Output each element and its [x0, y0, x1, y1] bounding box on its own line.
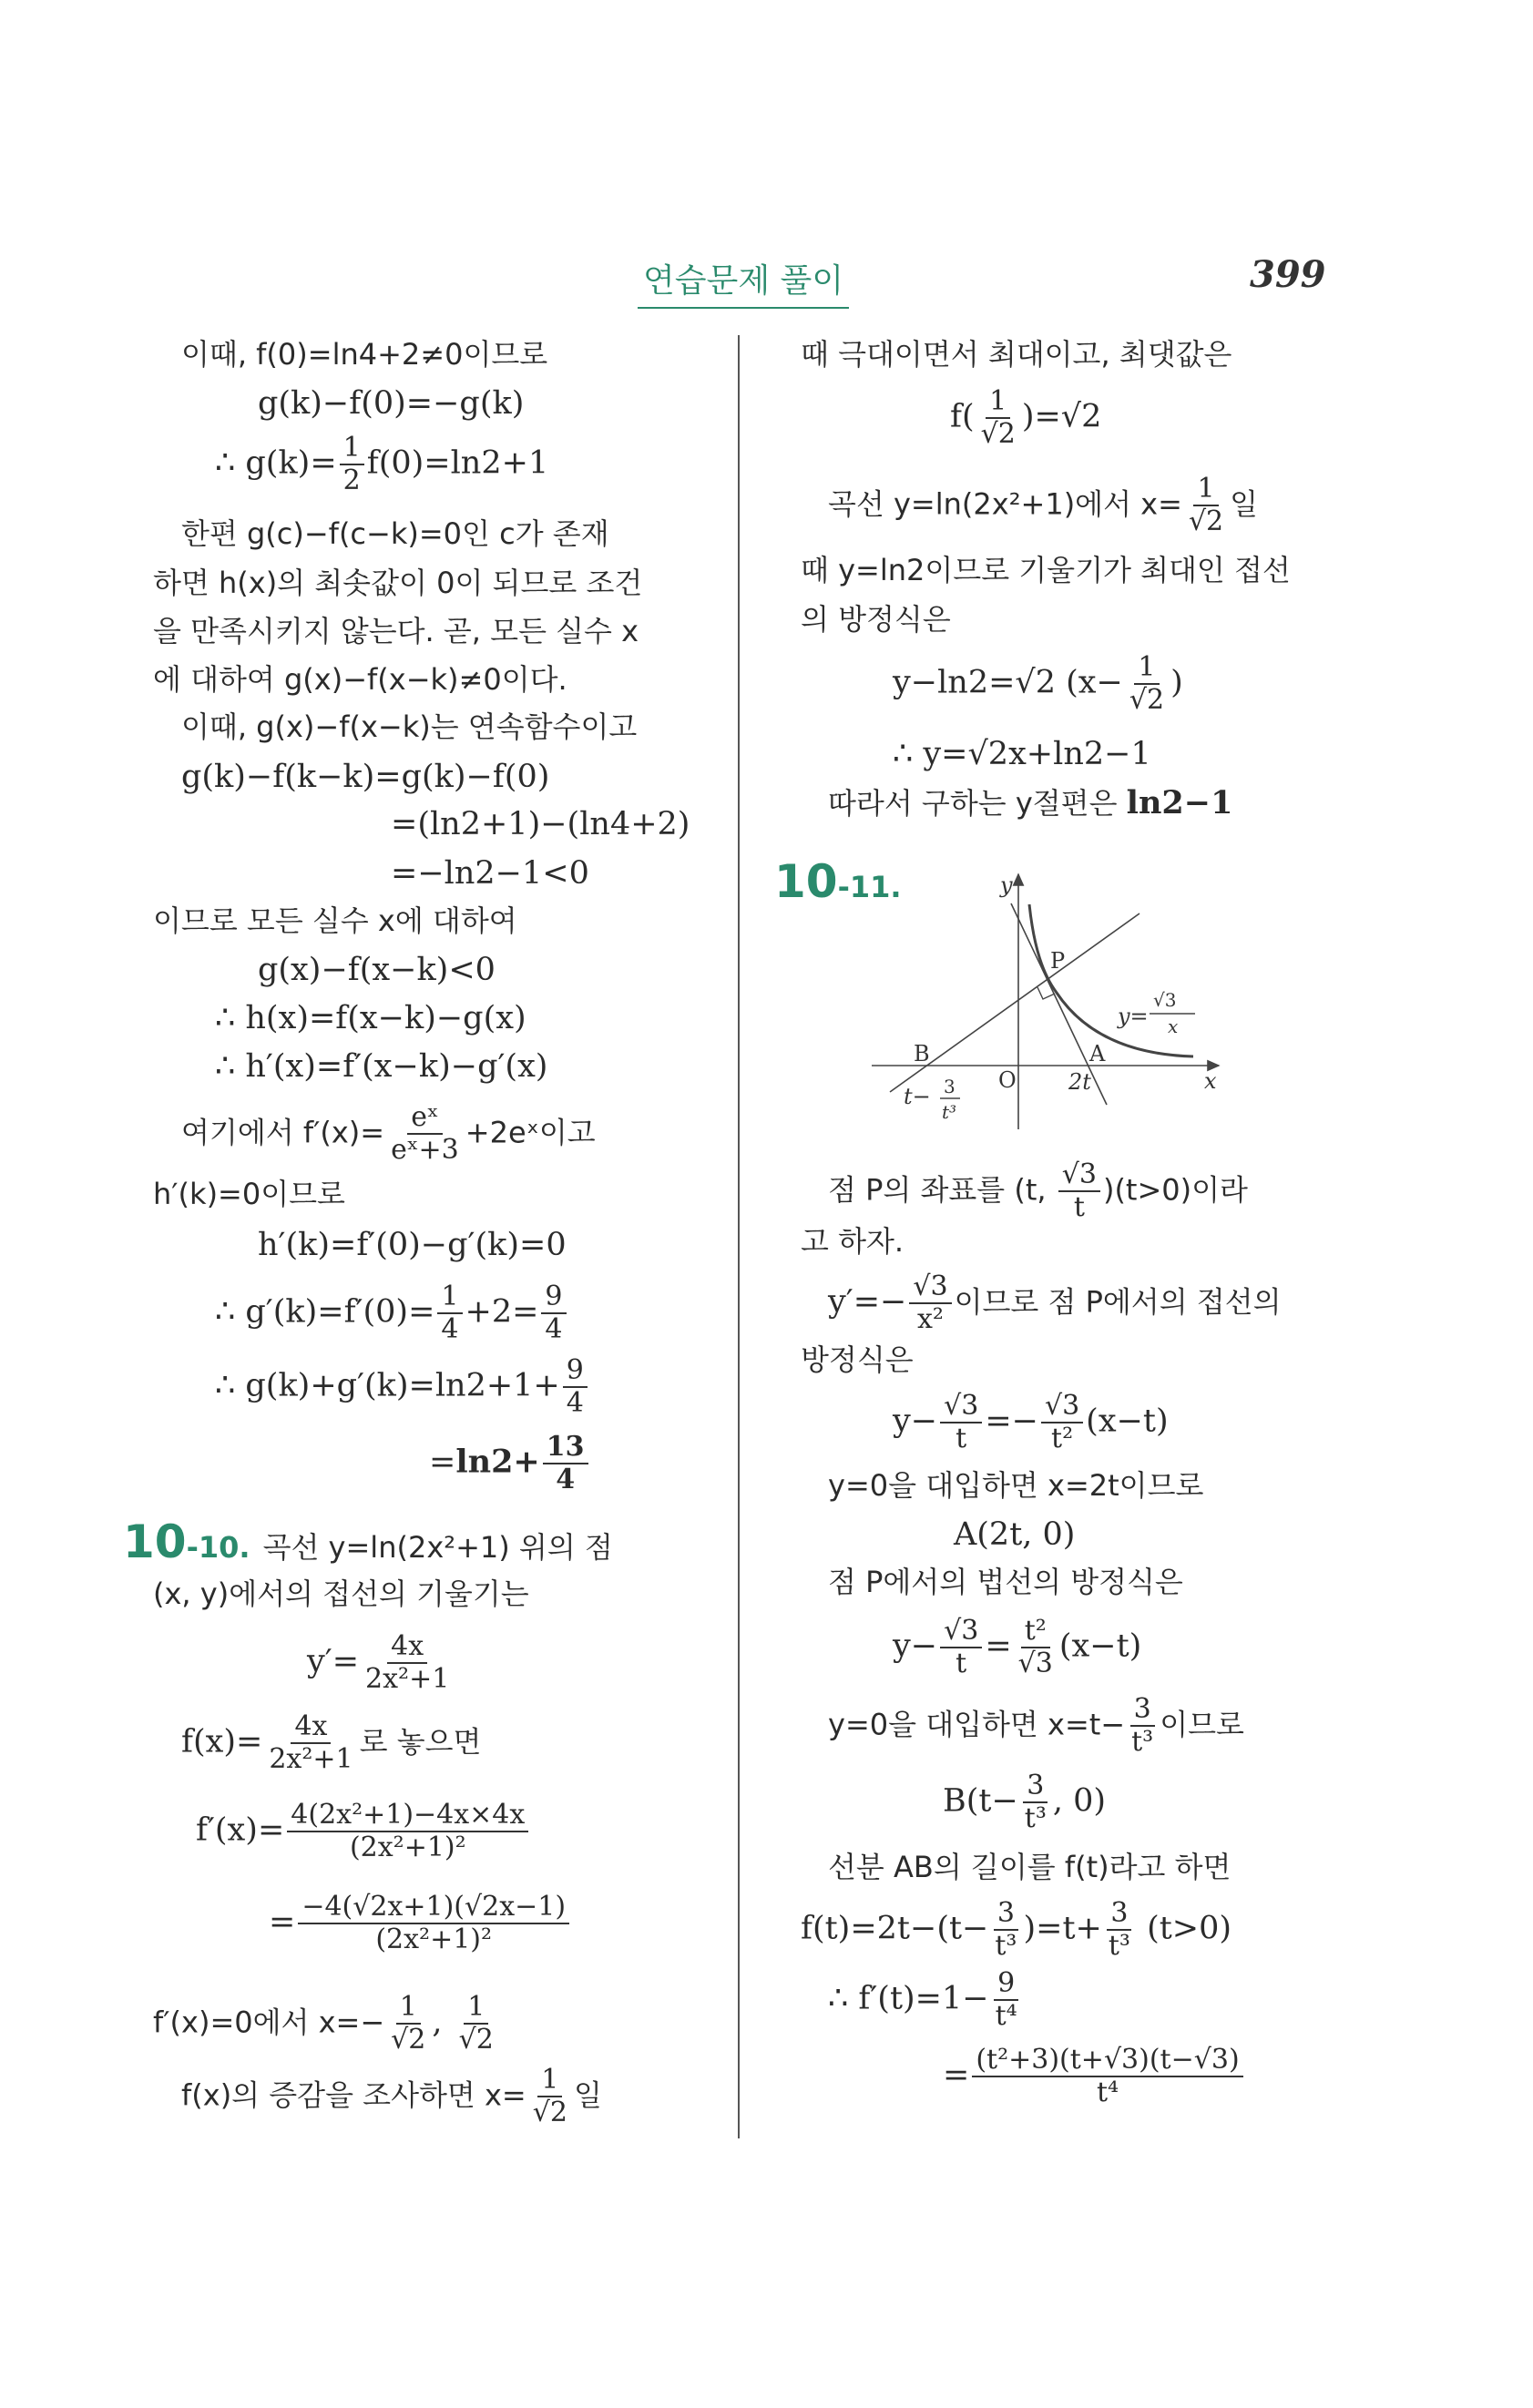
math-line: [153, 565, 642, 601]
math-line: [801, 552, 1291, 588]
fraction: [1105, 1898, 1134, 1962]
fraction-denominator: 4: [566, 1387, 584, 1419]
fraction: [455, 1992, 497, 2056]
fraction-numerator: 1: [396, 1992, 421, 2025]
text-segment: 일: [573, 2077, 602, 2113]
text-segment: ∴ g(k)+g′(k)=ln2+1+: [215, 1367, 560, 1404]
fraction-denominator: √2: [458, 2024, 494, 2056]
answer-text: ln2+: [455, 1443, 540, 1481]
text-segment: 이므로: [1160, 1707, 1244, 1742]
math-line: [828, 785, 1232, 821]
fraction: [387, 1102, 463, 1166]
text-segment: 때 y=ln2이므로 기울기가 최대인 접선: [801, 553, 1291, 587]
math-line: [153, 1576, 529, 1612]
text-segment: 한편 g(c)−f(c−k)=0인 c가 존재: [181, 516, 609, 551]
fraction: [1021, 1770, 1050, 1834]
fraction: [387, 1992, 429, 2056]
math-line: [215, 433, 548, 496]
fraction: [1041, 1391, 1083, 1454]
fraction-numerator: 3: [1130, 1694, 1155, 1727]
fraction-numerator: 1: [1134, 652, 1159, 685]
text-segment: ∴ h′(x)=f′(x−k)−g′(x): [215, 1048, 548, 1085]
fraction-denominator: √2: [1188, 505, 1224, 537]
text-segment: )=t+: [1023, 1910, 1102, 1947]
fraction-numerator: √3: [1041, 1391, 1083, 1423]
text-segment: 이므로 점 P에서의 접선의: [954, 1284, 1282, 1320]
math-line: [828, 1849, 1231, 1885]
math-line: [181, 515, 609, 552]
math-line: [391, 806, 690, 842]
fraction: [940, 1616, 982, 1679]
math-line: [893, 1391, 1169, 1454]
text-segment: ∴ g(k)=: [215, 444, 337, 482]
math-line: [429, 1432, 591, 1495]
text-segment: ∴ y=√2x+ln2−1: [893, 736, 1151, 772]
text-segment: f′(x)=0에서 x=−: [153, 2005, 385, 2040]
curve-label-den: x: [1168, 1015, 1179, 1037]
text-segment: ∴ g′(k)=f′(0)=: [215, 1293, 435, 1331]
text-segment: , 0): [1052, 1782, 1107, 1820]
b-tick-den: t³: [942, 1101, 957, 1123]
text-segment: h′(k)=f′(0)−g′(k)=0: [258, 1227, 567, 1263]
text-segment: 곡선 y=ln(2x²+1)에서 x=: [828, 486, 1182, 522]
math-line: [950, 386, 1101, 450]
text-segment: f(0)=ln2+1: [366, 444, 549, 482]
text-segment: =: [985, 1627, 1012, 1665]
text-segment: 이때, f(0)=ln4+2≠0이므로: [181, 337, 548, 372]
fraction-numerator: 1: [340, 433, 364, 465]
math-line: [893, 652, 1183, 716]
fraction-numerator: 9: [541, 1281, 566, 1314]
text-segment: 을 만족시키지 않는다. 곧, 모든 실수 x: [153, 614, 639, 648]
fraction-numerator: 9: [994, 1968, 1018, 2001]
math-line: [828, 1271, 1282, 1335]
text-segment: =: [429, 1444, 456, 1481]
fraction-denominator: √3: [1017, 1648, 1053, 1679]
origin-label: O: [998, 1067, 1017, 1093]
math-line: [181, 2065, 602, 2128]
fraction-denominator: 2x²+1: [365, 1663, 450, 1695]
fraction: [1126, 652, 1168, 716]
y-axis-label: y: [1000, 872, 1013, 898]
text-segment: 로 놓으면: [359, 1724, 482, 1760]
fraction-numerator: 4x: [291, 1711, 331, 1744]
text-segment: 이때, g(x)−f(x−k)는 연속함수이고: [181, 709, 638, 744]
problem-chapter: 10: [123, 1515, 187, 1568]
math-line: [828, 1467, 1203, 1504]
b-tick-lead: t−: [904, 1084, 931, 1109]
text-segment: 여기에서 f′(x)=: [181, 1115, 385, 1150]
math-line: [181, 709, 637, 745]
fraction-numerator: √3: [940, 1616, 982, 1648]
fraction: [909, 1271, 951, 1335]
math-line: [258, 1227, 567, 1263]
fraction: [541, 1281, 566, 1345]
math-line: [801, 1898, 1232, 1962]
fraction-numerator: 9: [563, 1355, 588, 1388]
math-line: [181, 1711, 481, 1775]
fraction-numerator: 3: [994, 1898, 1018, 1931]
fraction-numerator: 4(2x²+1)−4x×4x: [287, 1800, 528, 1832]
fraction-denominator: t: [1073, 1191, 1085, 1223]
text-segment: 점 P에서의 법선의 방정식은: [828, 1565, 1183, 1599]
text-segment: 곡선 y=ln(2x²+1) 위의 점: [262, 1530, 613, 1565]
fraction: [543, 1432, 588, 1495]
fraction-denominator: t³: [995, 1930, 1017, 1962]
math-line: [943, 1770, 1106, 1834]
math-line: [181, 1102, 596, 1166]
fraction-numerator: 3: [1023, 1770, 1048, 1803]
text-segment: (t>0): [1136, 1910, 1232, 1947]
text-segment: ∴ h(x)=f(x−k)−g(x): [215, 1000, 526, 1036]
fraction: [991, 1898, 1020, 1962]
fraction-numerator: (t²+3)(t+√3)(t−√3): [972, 2045, 1242, 2077]
text-segment: 점 P의 좌표를 (t,: [828, 1172, 1056, 1208]
text-segment: 하면 h(x)의 최솟값이 0이 되므로 조건: [153, 566, 643, 600]
fraction: [992, 1968, 1021, 2032]
fraction-denominator: (2x²+1)²: [349, 1832, 466, 1863]
fraction-numerator: −4(√2x+1)(√2x−1): [298, 1892, 569, 1924]
fraction-numerator: √3: [1058, 1159, 1100, 1192]
math-line: [153, 1176, 345, 1212]
text-segment: )=√2: [1021, 398, 1102, 435]
point-p-label: P: [1050, 948, 1066, 974]
b-tick-num: 3: [944, 1076, 956, 1097]
math-line: [828, 1694, 1244, 1758]
text-segment: 의 방정식은: [801, 602, 951, 637]
math-line: [943, 2045, 1246, 2108]
curve-label-lhs: y=: [1118, 1004, 1149, 1029]
fraction: [940, 1391, 982, 1454]
fraction-denominator: t⁴: [1096, 2076, 1119, 2108]
text-segment: ,: [432, 2004, 453, 2041]
math-line: [196, 1800, 531, 1863]
text-segment: (x−t): [1058, 1627, 1142, 1665]
math-line: [801, 1342, 914, 1378]
fraction-denominator: t⁴: [995, 2000, 1017, 2032]
text-segment: (x, y)에서의 접선의 기울기는: [153, 1576, 529, 1611]
math-line: [828, 474, 1258, 537]
fraction: [265, 1711, 356, 1775]
math-line: [801, 1223, 904, 1260]
fraction-denominator: 4: [545, 1313, 563, 1345]
text-segment: )(t>0)이라: [1102, 1172, 1248, 1208]
text-segment: 선분 AB의 길이를 f(t)라고 하면: [828, 1850, 1232, 1884]
text-segment: B(t−: [943, 1782, 1018, 1820]
text-segment: 따라서 구하는 y절편은: [828, 786, 1127, 821]
fraction-denominator: t³: [1131, 1726, 1154, 1758]
tangent-normal-diagram: [756, 847, 1339, 1157]
text-segment: 일: [1230, 486, 1259, 522]
math-line: [269, 1892, 572, 1955]
math-line: [153, 661, 567, 698]
math-line: [215, 1000, 526, 1036]
math-line: [828, 1968, 1024, 2032]
fraction: [437, 1281, 462, 1345]
text-segment: g(k)−f(0)=−g(k): [258, 385, 525, 422]
math-line: [893, 736, 1151, 772]
text-segment: =: [269, 1903, 296, 1941]
math-line: [181, 759, 549, 795]
curve-label-num: √3: [1153, 989, 1177, 1011]
point-b-label: B: [914, 1041, 930, 1066]
fraction-numerator: 1: [537, 2065, 562, 2097]
fraction-numerator: 13: [543, 1432, 588, 1464]
text-segment: =−: [985, 1403, 1038, 1440]
fraction-numerator: 3: [1107, 1898, 1131, 1931]
text-segment: y=0을 대입하면 x=2t이므로: [828, 1468, 1204, 1503]
fraction: [362, 1631, 453, 1695]
fraction-denominator: t²: [1051, 1423, 1074, 1454]
text-segment: f′(x)=: [196, 1811, 285, 1849]
math-line: [801, 601, 951, 638]
text-segment: 에 대하여 g(x)−f(x−k)≠0이다.: [153, 662, 567, 697]
text-segment: f(t)=2t−(t−: [801, 1910, 989, 1947]
fraction-denominator: eˣ+3: [391, 1134, 459, 1166]
fraction-denominator: t: [956, 1423, 967, 1454]
fraction: [287, 1800, 528, 1863]
text-segment: y−ln2=√2 (x−: [893, 664, 1123, 701]
fraction-numerator: 1: [986, 386, 1010, 419]
fraction: [563, 1355, 588, 1419]
fraction-numerator: 1: [1193, 474, 1218, 506]
text-segment: y−: [893, 1627, 938, 1665]
text-segment: =(ln2+1)−(ln4+2): [391, 806, 690, 842]
fraction-denominator: √2: [980, 418, 1016, 450]
text-segment: y=0을 대입하면 x=t−: [828, 1707, 1126, 1742]
fraction: [298, 1892, 569, 1955]
text-segment: (x−t): [1086, 1403, 1169, 1440]
fraction: [1058, 1159, 1100, 1223]
text-segment: =−ln2−1<0: [391, 855, 589, 892]
fraction-denominator: √2: [532, 2097, 567, 2128]
text-segment: g(x)−f(x−k)<0: [258, 952, 496, 988]
fraction: [977, 386, 1019, 450]
text-segment: f(x)=: [181, 1723, 263, 1760]
fraction-denominator: 2x²+1: [269, 1743, 353, 1775]
fraction-denominator: x²: [917, 1303, 944, 1335]
fraction-numerator: 4x: [387, 1631, 427, 1664]
fraction: [1128, 1694, 1157, 1758]
fraction-denominator: √2: [1129, 684, 1165, 716]
answer-text: ln2−1: [1126, 784, 1233, 821]
fraction: [1185, 474, 1227, 537]
text-segment: y′=−: [828, 1283, 907, 1321]
math-line: [215, 1355, 590, 1419]
text-segment: 때 극대이면서 최대이고, 최댓값은: [801, 337, 1232, 372]
math-line: [893, 1616, 1141, 1679]
fraction-denominator: √2: [391, 2024, 426, 2056]
text-segment: ): [1170, 664, 1183, 701]
text-segment: y′=: [307, 1643, 360, 1680]
problem-number: [123, 1515, 250, 1568]
text-segment: f(x)의 증감을 조사하면 x=: [181, 2077, 526, 2113]
text-segment: =: [943, 2056, 970, 2094]
text-segment: g(k)−f(k−k)=g(k)−f(0): [181, 759, 550, 795]
math-line: [123, 1515, 613, 1568]
math-line: [801, 336, 1232, 372]
text-segment: 고 하자.: [801, 1224, 904, 1259]
point-a-label: A: [1089, 1041, 1106, 1066]
fraction-denominator: t: [956, 1648, 967, 1679]
math-line: [828, 1159, 1248, 1223]
math-line: [181, 336, 547, 372]
math-line: [153, 1992, 500, 2056]
fraction-numerator: √3: [940, 1391, 982, 1423]
fraction-numerator: 1: [437, 1281, 462, 1314]
fraction-denominator: 4: [441, 1313, 459, 1345]
fraction-numerator: t²: [1021, 1616, 1050, 1648]
tangent-line: [1011, 903, 1107, 1105]
math-line: [954, 1516, 1075, 1553]
math-line: [258, 952, 496, 988]
text-segment: y−: [893, 1403, 938, 1440]
text-segment: f(: [950, 398, 975, 435]
fraction: [529, 2065, 571, 2128]
math-line: [153, 613, 639, 649]
x-axis-label: x: [1204, 1068, 1217, 1094]
text-segment: ∴ f′(t)=1−: [828, 1980, 989, 2017]
fraction-numerator: eˣ: [407, 1102, 442, 1135]
problem-index: -11.: [837, 870, 902, 904]
text-segment: 이므로 모든 실수 x에 대하여: [153, 903, 517, 938]
math-line: [153, 903, 517, 939]
fraction-denominator: (2x²+1)²: [375, 1923, 493, 1955]
math-line: [307, 1631, 455, 1695]
fraction-denominator: t³: [1108, 1930, 1130, 1962]
fraction: [972, 2045, 1242, 2108]
math-line: [391, 855, 589, 892]
column-divider: [738, 335, 740, 2138]
fraction-numerator: 1: [464, 1992, 488, 2025]
fraction: [1015, 1616, 1057, 1679]
text-segment: 방정식은: [801, 1342, 914, 1377]
fraction-denominator: 4: [556, 1464, 576, 1495]
section-title: 연습문제 풀이: [638, 255, 849, 309]
math-line: [215, 1281, 569, 1345]
page-number: 399: [1250, 253, 1326, 296]
fraction-denominator: t³: [1024, 1802, 1047, 1834]
fraction-numerator: √3: [909, 1271, 951, 1304]
text-segment: +2=: [465, 1293, 539, 1331]
text-segment: A(2t, 0): [954, 1516, 1076, 1553]
fraction: [340, 433, 364, 496]
math-line: [258, 385, 524, 422]
fraction-denominator: 2: [342, 464, 361, 496]
math-line: [215, 1048, 547, 1085]
problem-index: -10.: [186, 1530, 250, 1565]
problem-chapter: 10: [774, 855, 838, 908]
text-segment: h′(k)=0이므로: [153, 1177, 345, 1211]
math-line: [828, 1564, 1183, 1600]
text-segment: +2eˣ이고: [465, 1115, 596, 1150]
a-tick-label: 2t: [1068, 1069, 1091, 1095]
